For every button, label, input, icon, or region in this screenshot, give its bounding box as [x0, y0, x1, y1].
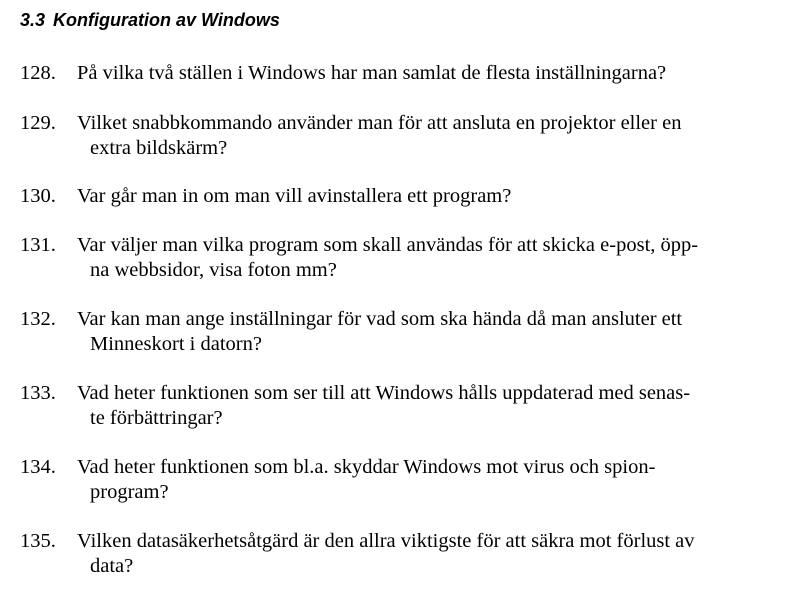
question-132 — [20, 307, 790, 357]
question-134 — [20, 455, 790, 505]
question-text-line: program? — [90, 481, 169, 503]
question-number: 135. — [20, 530, 56, 552]
question-number: 133. — [20, 382, 56, 404]
question-text-line: te förbättringar? — [90, 407, 223, 429]
question-text-line: Var väljer man vilka program som skall användas för att skicka e-post, öpp- — [77, 234, 699, 256]
section-heading — [20, 9, 280, 31]
question-133 — [20, 381, 790, 431]
question-text-line: na webbsidor, visa foton mm? — [90, 259, 337, 281]
question-number: 131. — [20, 234, 56, 256]
question-number: 134. — [20, 456, 56, 478]
question-text-line: data? — [90, 555, 134, 577]
question-text-line: Vilket snabbkommando använder man för att ansluta en projektor eller en — [77, 112, 682, 134]
section-title: Konfiguration av Windows — [53, 10, 280, 30]
question-129 — [20, 111, 790, 161]
question-text-line: Var går man in om man vill avinstallera ett program? — [77, 185, 512, 207]
question-number: 130. — [20, 185, 56, 207]
question-number: 132. — [20, 308, 56, 330]
question-135 — [20, 529, 790, 579]
question-text-line: Var kan man ange inställningar för vad som ska hända då man ansluter ett — [77, 308, 683, 330]
question-text-line: Vad heter funktionen som bl.a. skyddar Windows mot virus och spion- — [77, 456, 656, 478]
question-number: 128. — [20, 62, 56, 84]
question-128 — [20, 61, 790, 86]
question-131 — [20, 233, 790, 283]
section-number: 3.3 — [20, 10, 46, 30]
question-text-line: Minneskort i datorn? — [90, 333, 262, 355]
question-130 — [20, 184, 790, 209]
question-text-line: Vad heter funktionen som ser till att Windows hålls uppdaterad med senas- — [77, 382, 691, 404]
question-text-line: Vilken datasäkerhetsåtgärd är den allra viktigste för att säkra mot förlust av — [77, 530, 695, 552]
question-text-line: extra bildskärm? — [90, 137, 228, 159]
question-number: 129. — [20, 112, 56, 134]
question-text-line: På vilka två ställen i Windows har man samlat de flesta inställningarna? — [77, 62, 667, 84]
